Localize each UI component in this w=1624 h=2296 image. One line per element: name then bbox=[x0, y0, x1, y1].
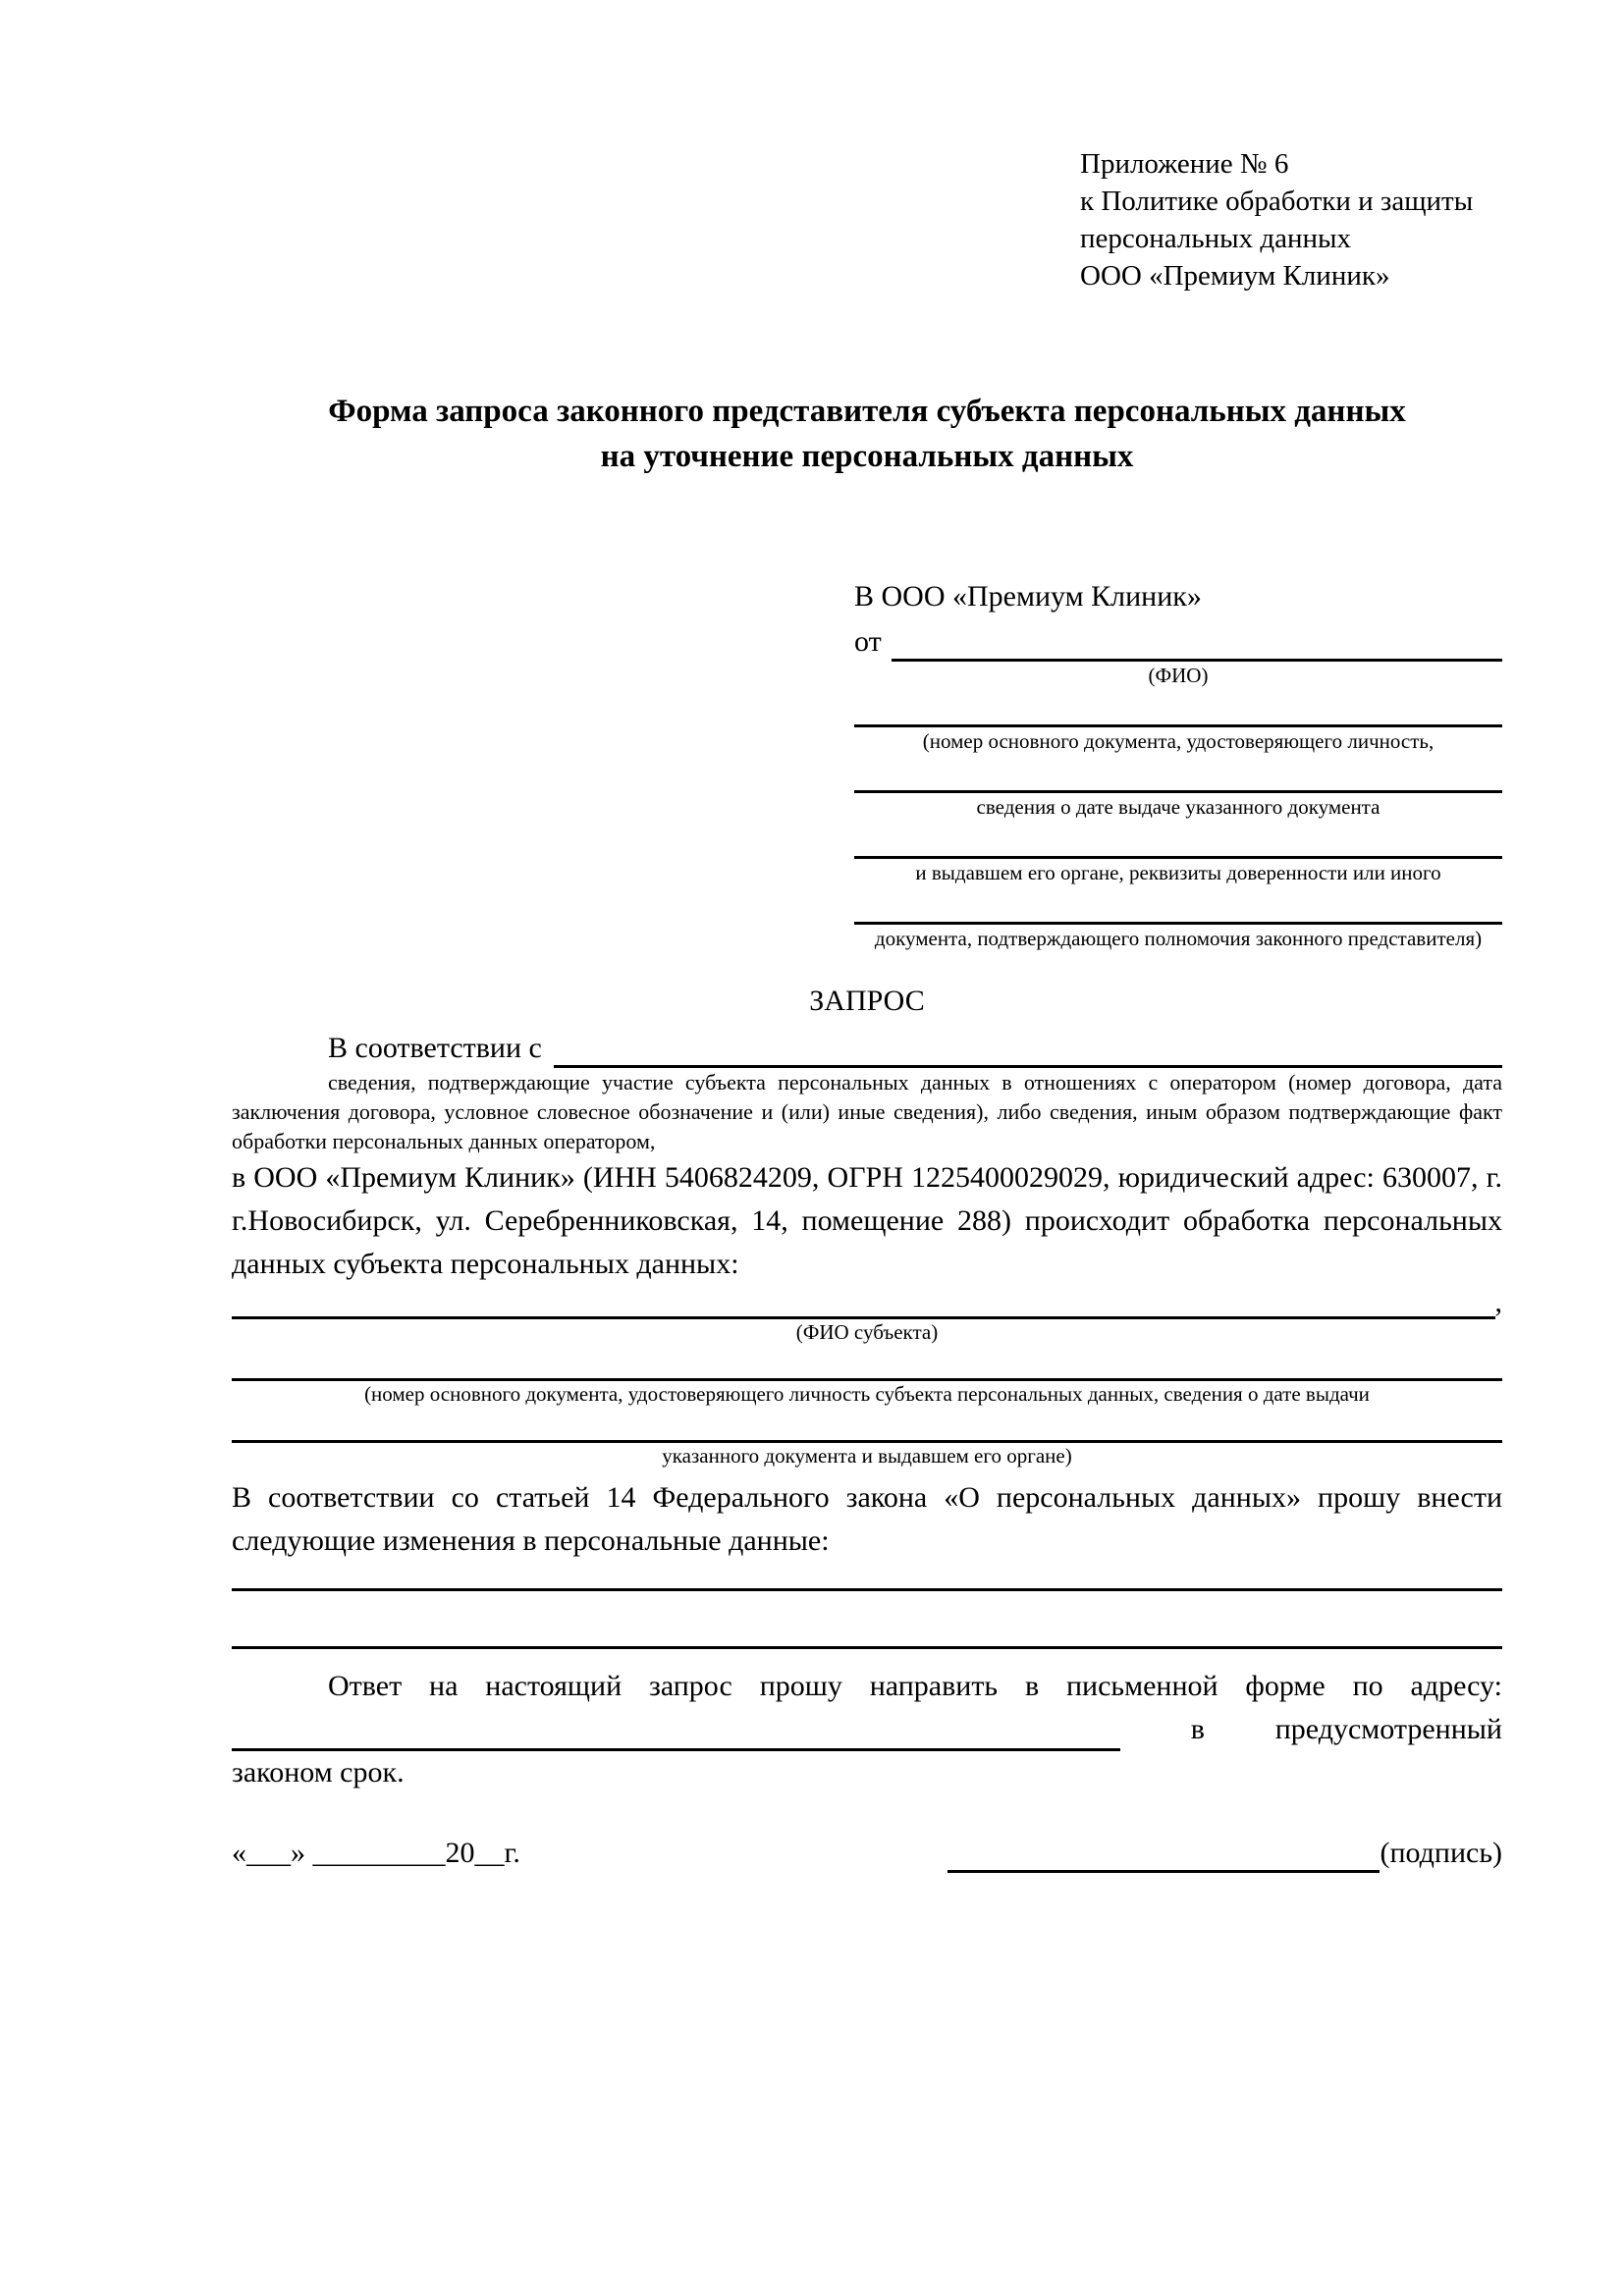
form-title-line: на уточнение персональных данных bbox=[600, 439, 1134, 474]
signature-caption: (подпись) bbox=[1380, 1837, 1502, 1869]
addressee-organization: В ООО «Премиум Клиник» bbox=[854, 580, 1202, 613]
appendix-header bbox=[1080, 145, 1502, 294]
form-title-line: Форма запроса законного представителя субъекта персональных данных bbox=[328, 394, 1406, 429]
appendix-header-line: ООО «Премиум Клиник» bbox=[1080, 260, 1390, 292]
subject-document-blank-field bbox=[232, 1378, 1502, 1407]
appendix-header-line: персональных данных bbox=[1080, 223, 1352, 254]
representative-authority-caption: документа, подтверждающего полномочия законного представителя) bbox=[874, 927, 1483, 950]
date-signature-row bbox=[232, 1834, 1502, 1873]
accordance-label: В соответствии с bbox=[328, 1032, 542, 1064]
subject-document-issuer-blank-field bbox=[232, 1440, 1502, 1468]
issuing-authority-caption: и выдавшем его органе, реквизиты доверенности или иного bbox=[915, 861, 1441, 884]
addressee-block bbox=[854, 577, 1502, 952]
date-blank: «___» _________20__г. bbox=[232, 1837, 520, 1869]
form-title bbox=[232, 389, 1502, 479]
changes-blank-line-2 bbox=[232, 1646, 1502, 1649]
issue-date-blank-field bbox=[854, 790, 1502, 821]
law-paragraph: В соответствии со статьей 14 Федерального закона «О персональных данных» прошу внести следующие изменения в персональные данные: bbox=[232, 1481, 1502, 1557]
representative-authority-blank-field bbox=[854, 922, 1502, 952]
from-name-blank-field bbox=[892, 622, 1502, 662]
reply-word: предусмотренный bbox=[1274, 1713, 1502, 1745]
reply-paragraph-line-3: законом срок. bbox=[232, 1756, 405, 1789]
subject-document-caption: (номер основного документа, удостоверяющего личность субъекта персональных данных, сведения о дате выдачи bbox=[364, 1382, 1370, 1406]
signature-blank-field bbox=[947, 1840, 1380, 1873]
appendix-header-line: к Политике обработки и защиты bbox=[1080, 186, 1474, 217]
reply-address-blank-field bbox=[232, 1714, 1120, 1751]
issuing-authority-blank-field bbox=[854, 856, 1502, 886]
changes-blank-line-1 bbox=[232, 1588, 1502, 1591]
trailing-comma: , bbox=[1494, 1286, 1502, 1318]
operator-paragraph: в ООО «Премиум Клиник» (ИНН 5406824209, ОГРН 1225400029029, юридический адрес: 630007, г. г.Новосибирск, ул. Серебренниковская, 14, помещение 288) происходит обработка персональных данных субъекта персональных данных: bbox=[232, 1161, 1502, 1280]
accordance-row bbox=[232, 1029, 1502, 1068]
reply-paragraph-line-1: Ответ на настоящий запрос прошу направить в письменной форме по адресу: bbox=[328, 1670, 1502, 1702]
from-label: от bbox=[854, 625, 882, 658]
issue-date-caption: сведения о дате выдаче указанного документа bbox=[976, 795, 1380, 819]
appendix-header-line: Приложение № 6 bbox=[1080, 148, 1289, 180]
document-number-caption: (номер основного документа, удостоверяющего личность, bbox=[922, 729, 1435, 753]
from-row bbox=[854, 622, 1502, 662]
subject-fio-blank-row bbox=[232, 1286, 1502, 1319]
subject-fio-caption: (ФИО субъекта) bbox=[795, 1320, 939, 1344]
reply-word: в bbox=[1190, 1713, 1205, 1745]
subject-document-issuer-caption: указанного документа и выдавшем его органе) bbox=[662, 1444, 1072, 1468]
document-number-blank-field bbox=[854, 724, 1502, 755]
signature-group bbox=[947, 1834, 1502, 1873]
accordance-blank-field bbox=[554, 1029, 1502, 1068]
request-heading: ЗАПРОС bbox=[809, 985, 925, 1017]
fio-caption: (ФИО) bbox=[1148, 664, 1209, 687]
subject-fio-blank-field bbox=[232, 1290, 1495, 1319]
accordance-footnote: сведения, подтверждающие участие субъекта персональных данных в отношениях с оператором (номер договора, дата заключения договора, условное словесное обозначение и (или) иные сведения), либо сведения, иным образом подтверждающие факт обработки персональных данных оператором, bbox=[232, 1070, 1502, 1153]
reply-address-row bbox=[232, 1708, 1502, 1751]
